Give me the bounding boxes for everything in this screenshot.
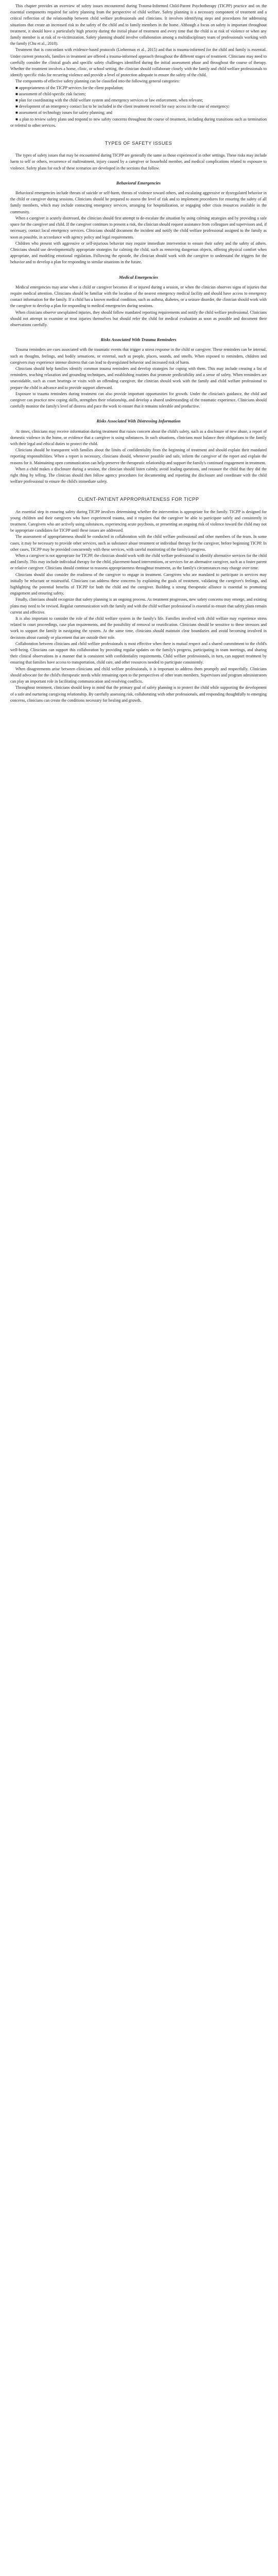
body-paragraph: An essential step in ensuring safety during TICPP involves determining whether the intervention is appropriate for the family. TICPP is designed for young children and their caregivers who have experienced trauma, and it requires that the caregiver be able to participate safely and consistently in treatment. Caregivers who are actively using substances, experiencing acute psychosis, or presenting an ongoing risk of violence toward the child may not be appropriate candidates for TICPP until these issues are addressed. — [10, 509, 267, 533]
section-heading-client-appropriateness: CLIENT-PATIENT APPROPRIATENESS FOR TICPP — [78, 497, 199, 502]
intro-list-item: ■ plan for coordinating with the child welfare system and emergency services or law enforcement, when relevant; — [15, 98, 203, 103]
body-paragraph: When a caregiver is not appropriate for TICPP, the clinician should work with the child welfare professional to identify alternative services for the child and family. This may include individual therapy for the child, placement-based interventions, or services for an alternative caregiver, such as a foster parent or relative caregiver. Clinicians should continue to reassess appropriateness throughout treatment, as the family's circumstances may change over time. — [10, 553, 267, 571]
intro-paragraph-3: The components of effective safety planning can be classified into the following general categories: — [15, 79, 180, 84]
body-paragraph: Trauma reminders are cues associated with the traumatic events that trigger a stress response in the child or caregiver. These reminders can be internal, such as thoughts, feelings, and bodily sensations, or external, such as people, places, sounds, and smells. When exposed to reminders, children and caregivers may experience intense distress that can lead to dysregulated behavior and increased risk of harm. — [10, 347, 267, 365]
body-paragraph: When a child makes a disclosure during a session, the clinician should listen calmly, avoid leading questions, and reassure the child that they did the right thing by telling. The clinician should then follow agency procedures for documenting and reporting the disclosure and coordinate with the child welfare professional to ensure the child's immediate safety. — [10, 466, 267, 484]
body-paragraph: Clinicians should be transparent with families about the limits of confidentiality from the beginning of treatment and should explain their mandated reporting responsibilities. When a report is necessary, clinicians should, whenever possible and safe, inform the caregiver of the report and explain the reasons for it. Maintaining open communication can help preserve the therapeutic relationship and support the family's continued engagement in treatment. — [10, 448, 267, 465]
body-paragraph: Exposure to trauma reminders during treatment can also provide important opportunities for growth. Under the clinician's guidance, the child and caregiver can practice new coping skills, strengthen their relationship, and develop a shared understanding of the traumatic experience. Clinicians should carefully monitor the family's level of distress and pace the work to ensure that it remains tolerable and productive. — [10, 391, 267, 409]
intro-paragraph-1: This chapter provides an overview of safety issues encountered during Trauma-Informed Child-Parent Psychotherapy (TICPP) practice and on the essential components required for safety planning from the perspective of child welfare. Safety planning is a necessary component of treatment and a critical reflection of the relationship between child welfare professionals and clinicians. It involves identifying steps and procedures for addressing situations that create an increased risk to the safety of the child and to family members in the home. Although a focus on safety is important throughout treatment, it should have a particularly high priority during the initial phase of treatment and every time that the child is at risk of violence or when any family member is at risk of re-victimization. Safety planning should involve collaboration among a multidisciplinary team of professionals working with the family (Chu et al., 2018). — [10, 4, 267, 46]
body-paragraph: Behavioral emergencies include threats of suicide or self-harm, threats of violence toward others, and escalating aggressive or dysregulated behavior in the child or caregiver during sessions. Clinicians should be prepared to assess the level of risk and to implement procedures for ensuring the safety of all family members, which may include contacting emergency services, arranging for hospitalization, or engaging other crisis resources available in the community. — [10, 191, 267, 214]
body-paragraph: Throughout treatment, clinicians should keep in mind that the primary goal of safety planning is to protect the child while supporting the development of a safe and nurturing caregiving relationship. By carefully assessing risk, collaborating with other professionals, and responding thoughtfully to emerging concerns, clinicians can create the conditions necessary for healing and growth. — [10, 685, 267, 703]
intro-list-item: ■ assessment of child-specific risk factors; — [15, 91, 86, 96]
body-paragraph: When clinicians observe unexplained injuries, they should follow mandated reporting requirements and notify the child welfare professional. Clinicians should not attempt to examine or treat injuries themselves but should refer the child for medical evaluation as soon as possible and document their observations carefully. — [10, 310, 267, 327]
intro-paragraph-2: Treatment that is concordant with evidence-based protocols (Lieberman et al., 2015) and that is trauma-informed for the child and family is essential. Under current protocols, families in treatment are offered a trauma-informed approach throughout the different stages of treatment. Clinicians may need to carefully consider the clinical goals and specific safety challenges identified during the initial assessment phase and throughout the course of therapy. Whether the treatment involves a home, clinic, or school setting, the clinician should collaborate closely with the family and child welfare professionals to identify specific risks for recurring violence and provide a level of protection adequate to ensure the safety of the child. — [10, 47, 267, 78]
subheading-behavioral-emergencies: Behavioral Emergencies — [116, 180, 161, 185]
body-paragraph: The types of safety issues that may be encountered during TICPP are generally the same as those experienced in other settings. These risks may include harm to self or others, recurrence of maltreatment, injury caused by a caregiver or household member, and medical complications related to exposure to violence. Safety plans for each of these scenarios are developed in the sections that follow. — [10, 153, 267, 171]
intro-list-item: ■ a plan to review safety plans and respond to new safety concerns throughout the course of treatment, including during transitions such as termination or referral to other services. — [10, 116, 267, 128]
intro-section — [10, 3, 267, 129]
intro-list-item: ■ development of an emergency contact list to be included in the client treatment record for easy access in the case of emergency; — [15, 104, 230, 109]
intro-list-item: ■ assessment of technology issues for safety planning; and — [15, 110, 112, 115]
body-paragraph: When a caregiver is acutely distressed, the clinician should first attempt to de-escalate the situation by using calming strategies and by providing a safe space for the caregiver and child. If the caregiver continues to present a risk, the clinician should request assistance from colleagues and supervisors and, if necessary, contact local emergency services. Clinicians should document the incident and notify the child welfare professional assigned to the family as soon as possible, in accordance with agency policy and legal requirements. — [10, 215, 267, 240]
body-paragraph: The assessment of appropriateness should be conducted in collaboration with the child welfare professional and other members of the team. In some cases, it may be necessary to provide other services, such as substance abuse treatment or individual therapy for the caregiver, before beginning TICPP. In other cases, TICPP may be provided concurrently with these services, with careful monitoring of the family's progress. — [10, 534, 267, 552]
body-paragraph: It is also important to consider the role of the child welfare system in the family's life. Families involved with child welfare may experience stress related to court proceedings, case plan requirements, and the possibility of removal or reunification. Clinicians should be sensitive to these stressors and work to support the family in navigating the system. At the same time, clinicians should maintain clear boundaries and avoid becoming involved in decisions about custody or placement that are outside their role. — [10, 616, 267, 640]
body-paragraph: Finally, clinicians should recognize that safety planning is an ongoing process. As treatment progresses, new safety concerns may emerge, and existing plans may need to be revised. Regular communication with the family and with the child welfare professional is essential to ensure that safety plans remain current and effective. — [10, 597, 267, 615]
intro-list-item: ■ appropriateness of the TICPP services for the client population; — [15, 85, 124, 90]
body-paragraph: Clinicians should help families identify common trauma reminders and develop strategies for coping with them. This may include creating a list of reminders, teaching relaxation and grounding techniques, and establishing routines that promote predictability and a sense of safety. When reminders are unavoidable, such as court hearings or visits with an offending caregiver, the clinician should work with the family and child welfare professional to prepare the child in advance and to provide support afterward. — [10, 366, 267, 390]
document-page — [0, 0, 278, 713]
body-paragraph: At times, clinicians may receive information during treatment that raises concern about the child's safety, such as a disclosure of new abuse, a report of domestic violence in the home, or evidence that a caregiver is using substances. In such situations, clinicians must balance their obligations to the family with their legal and ethical duties to protect the child. — [10, 429, 267, 446]
section-heading-types-of-safety-issues: TYPES OF SAFETY ISSUES — [105, 141, 172, 146]
body-paragraph: Children who present with aggressive or self-injurious behavior may require immediate intervention to ensure their safety and the safety of others. Clinicians should use developmentally appropriate strategies for calming the child, such as removing dangerous objects, offering physical comfort when appropriate, and modeling emotional regulation. Following the episode, the clinician should work with the caregiver to understand the triggers for the behavior and to develop a plan for responding to similar situations in the future. — [10, 241, 267, 265]
body-paragraph: Clinicians should also consider the readiness of the caregiver to engage in treatment. Caregivers who are mandated to participate in services may initially be reluctant or mistrustful. Clinicians can address these concerns by explaining the goals of treatment, validating the caregiver's feelings, and highlighting the potential benefits of TICPP for both the child and the caregiver. Building a strong therapeutic alliance is essential to promoting engagement and ensuring safety. — [10, 572, 267, 596]
subheading-trauma-reminders: Risks Associated With Trauma Reminders — [100, 337, 177, 343]
body-paragraph: Medical emergencies may arise when a child or caregiver becomes ill or injured during a session, or when the clinician observes signs of injuries that require medical attention. Clinicians should be familiar with the location of the nearest emergency medical facility and should have access to emergency contact information for the family. If a child has a known medical condition, such as asthma, diabetes, or a seizure disorder, the clinician should work with the caregiver to develop a plan for responding to medical emergencies during sessions. — [10, 284, 267, 309]
body-paragraph: When disagreements arise between clinicians and child welfare professionals, it is important to address them promptly and respectfully. Clinicians should advocate for the child's therapeutic needs while remaining open to the perspectives of other team members. Supervisors and program administrators can play an important role in facilitating communication and resolving conflicts. — [10, 666, 267, 684]
body-paragraph: Collaboration between clinicians and child welfare professionals is most effective when there is mutual respect and a shared commitment to the child's well-being. Clinicians can support this collaboration by providing regular updates on the family's progress, participating in team meetings, and sharing their clinical observations in a manner that is consistent with confidentiality requirements. Child welfare professionals, in turn, can support treatment by ensuring that families have access to transportation, child care, and other resources needed to participate consistently. — [10, 641, 267, 665]
subheading-distressing-information: Risks Associated With Distressing Information — [96, 418, 181, 424]
subheading-medical-emergencies: Medical Emergencies — [119, 274, 158, 280]
